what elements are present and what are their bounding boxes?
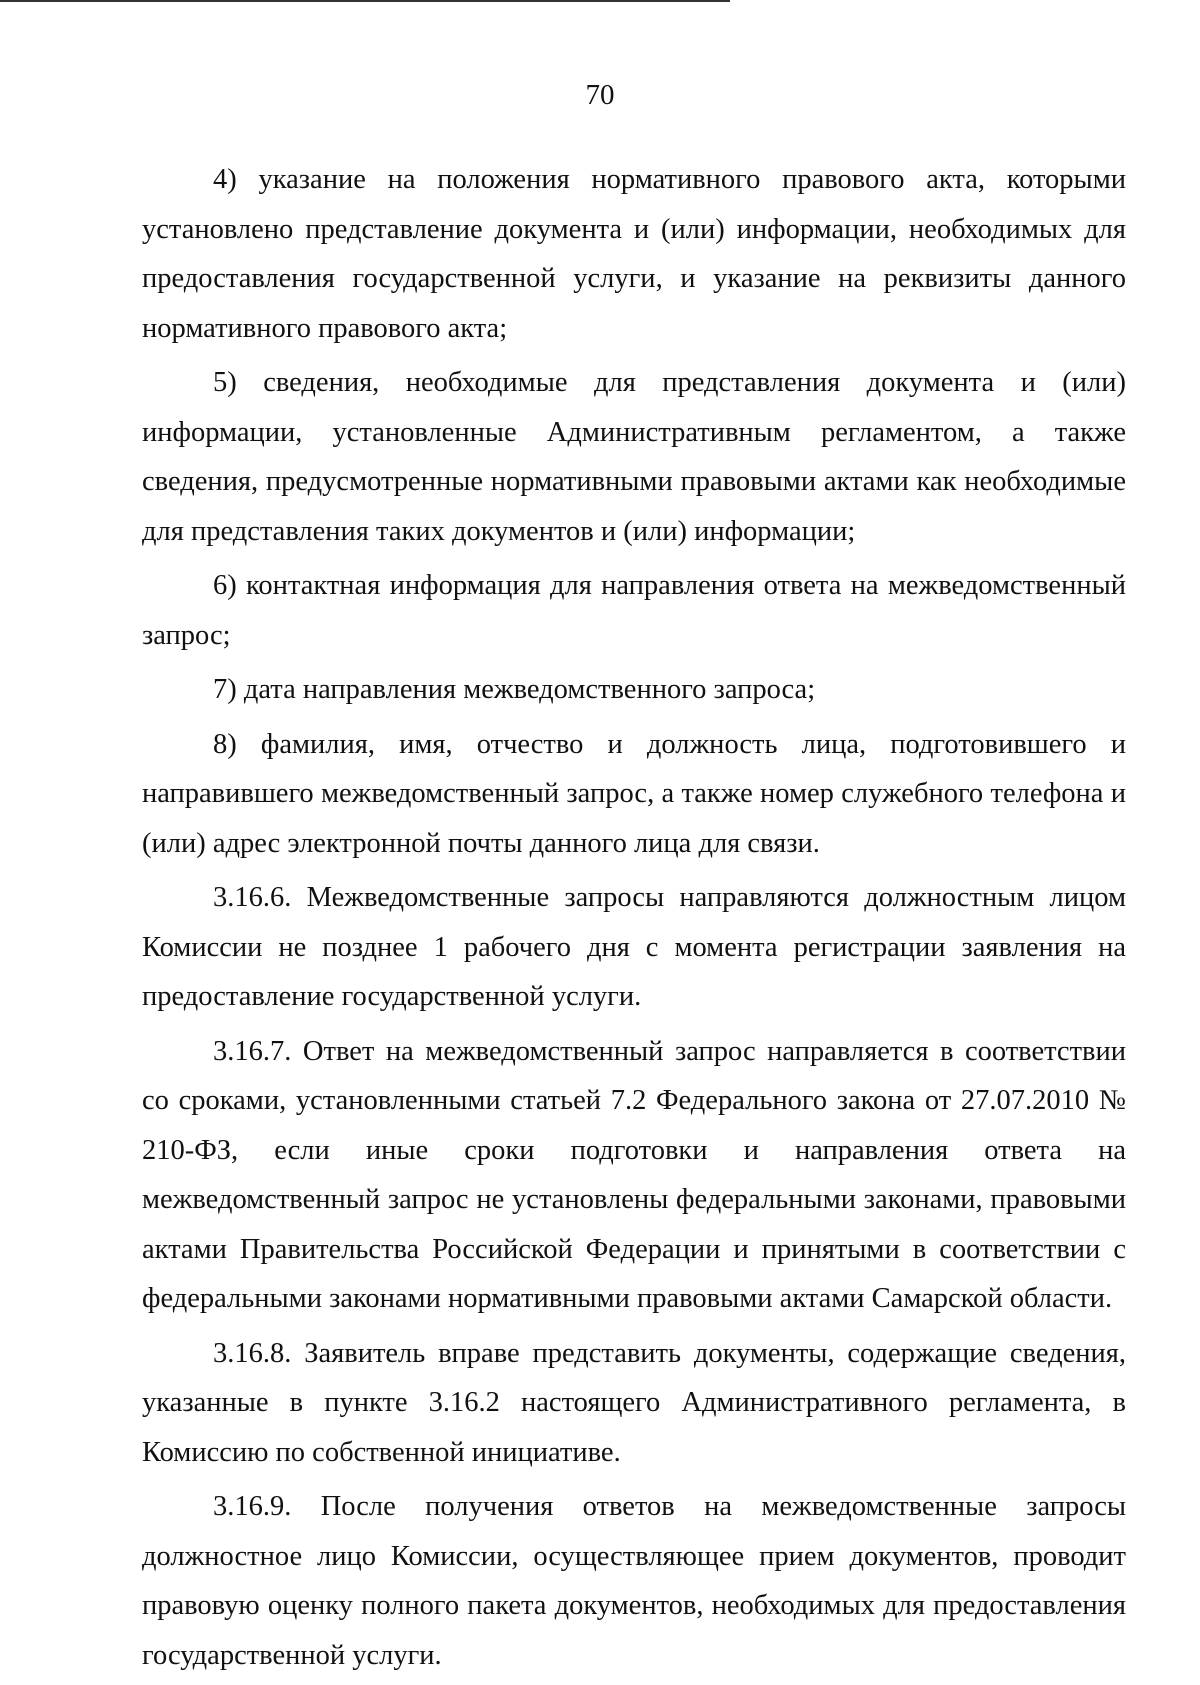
paragraph-3-16-7: 3.16.7. Ответ на межведомственный запрос направляется в соответствии со сроками, установленными статьей 7.2 Федерального закона от 27.07.2010 № 210-ФЗ, если иные сроки подготовки и направления ответа на межведомственный запрос не установлены федеральными законами, правовыми актами Правительства Российской Федерации и принятыми в соответствии с федеральными законами нормативными правовыми актами Самарской области. [142,1035,1126,1314]
paragraph-item-7: 7) дата направления межведомственного запроса; [213,674,816,705]
paragraph-item-4: 4) указание на положения нормативного правового акта, которыми установлено представление документа и (или) информации, необходимых для предоставления государственной услуги, и указание на реквизиты данного нормативного правового акта; [142,164,1126,344]
page-number: 70 [585,79,615,111]
document-body [142,155,1126,1680]
paragraph-item-5: 5) сведения, необходимые для представления документа и (или) информации, установленные Административным регламентом, а также сведения, предусмотренные нормативными правовыми актами как необходимые для представления таких документов и (или) информации; [142,367,1126,547]
paragraph-3-16-9: 3.16.9. После получения ответов на межведомственные запросы должностное лицо Комиссии, осуществляющее прием документов, проводит правовую оценку полного пакета документов, необходимых для предоставления государственной услуги. [142,1491,1126,1671]
paragraph-3-16-8: 3.16.8. Заявитель вправе представить документы, содержащие сведения, указанные в пункте 3.16.2 настоящего Административного регламента, в Комиссию по собственной инициативе. [142,1337,1126,1468]
paragraph-item-8: 8) фамилия, имя, отчество и должность лица, подготовившего и направившего межведомственный запрос, а также номер служебного телефона и (или) адрес электронной почты данного лица для связи. [142,728,1126,859]
paragraph-item-6: 6) контактная информация для направления ответа на межведомственный запрос; [142,570,1126,651]
top-rule [0,0,730,2]
paragraph-3-16-6: 3.16.6. Межведомственные запросы направляются должностным лицом Комиссии не позднее 1 рабочего дня с момента регистрации заявления на предоставление государственной услуги. [142,882,1126,1012]
